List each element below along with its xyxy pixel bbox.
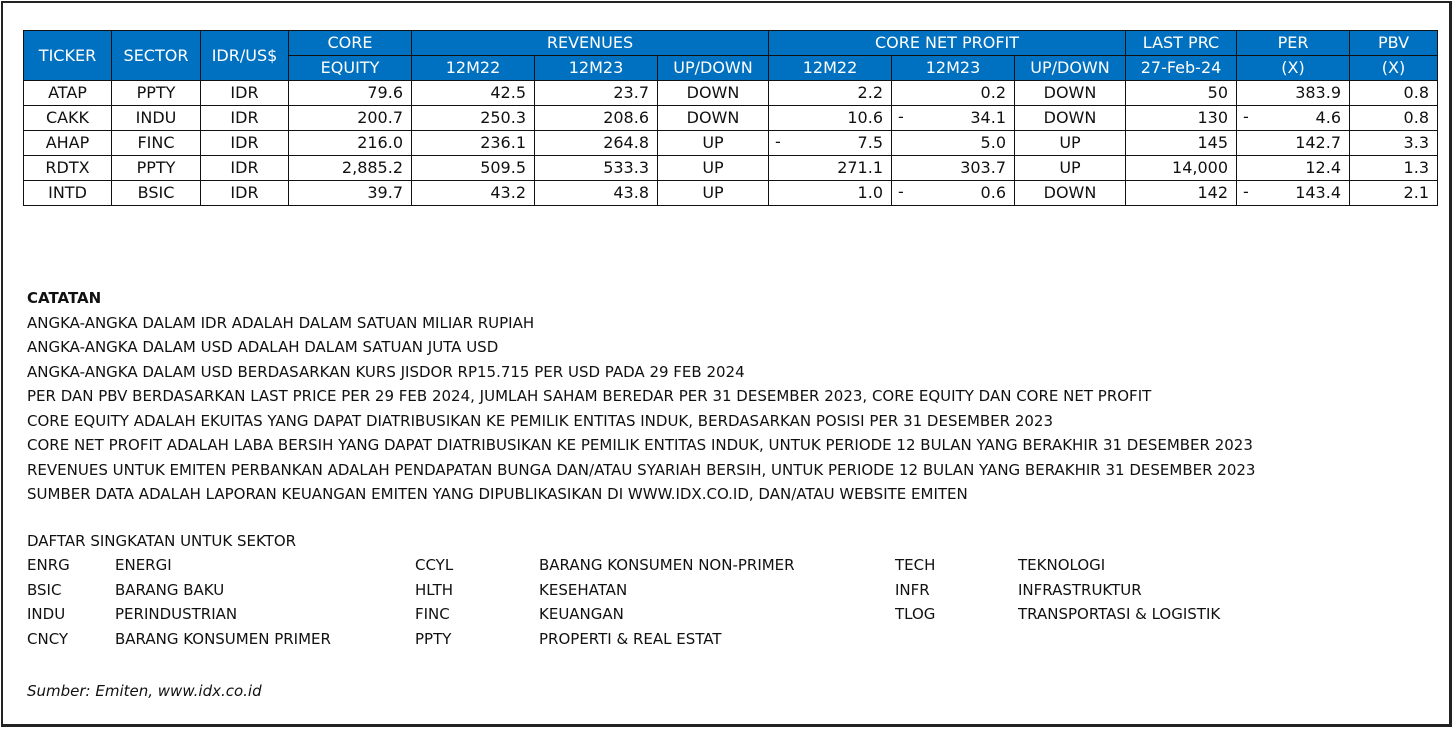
cell-value: 2.1 bbox=[1403, 183, 1429, 202]
sector-name: BARANG KONSUMEN NON-PRIMER bbox=[539, 556, 795, 574]
cell-value: 79.6 bbox=[367, 83, 403, 102]
cell-currency bbox=[201, 181, 289, 206]
col-group-core-net-profit: CORE NET PROFIT bbox=[769, 31, 1126, 56]
cell-currency bbox=[201, 81, 289, 106]
cell-cnp-12m22 bbox=[769, 181, 892, 206]
cell-value: ATAP bbox=[48, 83, 87, 102]
cell-value: 7.5 bbox=[857, 133, 883, 152]
cell-value: 509.5 bbox=[480, 158, 526, 177]
source-note: Sumber: Emiten, www.idx.co.id bbox=[27, 682, 262, 700]
cell-value: 23.7 bbox=[613, 83, 649, 102]
cell-last-prc bbox=[1126, 181, 1237, 206]
cell-currency bbox=[201, 106, 289, 131]
cell-sector bbox=[112, 131, 201, 156]
cell-rev-12m23 bbox=[535, 131, 658, 156]
sector-name: KEUANGAN bbox=[539, 605, 624, 623]
col-header-core: CORE bbox=[289, 31, 412, 56]
cell-value: 130 bbox=[1197, 108, 1228, 127]
cell-sector bbox=[112, 106, 201, 131]
cell-per bbox=[1237, 81, 1350, 106]
cell-cnp-12m22 bbox=[769, 81, 892, 106]
cell-core-equity bbox=[289, 156, 412, 181]
cell-last-prc bbox=[1126, 131, 1237, 156]
negative-sign: - bbox=[775, 132, 781, 151]
note-line: CORE NET PROFIT ADALAH LABA BERSIH YANG DAPAT DIATRIBUSIKAN KE PEMILIK ENTITAS INDUK, UNTUK PERIODE 12 BULAN YANG BERAKHIR 31 DESEMBER 2023 bbox=[27, 436, 1253, 454]
cell-value: 39.7 bbox=[367, 183, 403, 202]
cell-value: UP bbox=[702, 183, 724, 202]
table-row bbox=[24, 81, 1438, 106]
cell-value: UP bbox=[1059, 158, 1081, 177]
cell-per bbox=[1237, 106, 1350, 131]
note-line: PER DAN PBV BERDASARKAN LAST PRICE PER 29 FEB 2024, JUMLAH SAHAM BEREDAR PER 31 DESEMBER 2023, CORE EQUITY DAN CORE NET PROFIT bbox=[27, 387, 1152, 405]
sector-code: CCYL bbox=[415, 556, 454, 574]
col-header-per-unit: (X) bbox=[1237, 56, 1350, 81]
cell-cnp-12m22 bbox=[769, 106, 892, 131]
cell-value: DOWN bbox=[1043, 183, 1097, 202]
sector-name: BARANG BAKU bbox=[115, 580, 225, 599]
col-group-revenues: REVENUES bbox=[412, 31, 769, 56]
col-header-currency: IDR/US$ bbox=[201, 31, 289, 81]
cell-value: 216.0 bbox=[357, 133, 403, 152]
cell-value: 0.8 bbox=[1403, 108, 1429, 127]
header-row-top bbox=[24, 31, 1438, 56]
cell-cnp-12m23 bbox=[892, 131, 1015, 156]
cell-value: 533.3 bbox=[603, 158, 649, 177]
sector-name: ENERGI bbox=[115, 556, 172, 574]
cell-pbv bbox=[1350, 131, 1438, 156]
cell-value: DOWN bbox=[1043, 108, 1097, 127]
cell-value: 145 bbox=[1197, 133, 1228, 152]
negative-sign: - bbox=[898, 107, 904, 126]
sector-name: BARANG KONSUMEN PRIMER bbox=[115, 629, 331, 648]
cell-value: UP bbox=[702, 133, 724, 152]
cell-ticker bbox=[24, 81, 112, 106]
col-header-ticker: TICKER bbox=[24, 31, 112, 81]
cell-value: DOWN bbox=[1043, 83, 1097, 102]
cell-sector bbox=[112, 156, 201, 181]
sector-name: TRANSPORTASI & LOGISTIK bbox=[1018, 605, 1221, 623]
cell-cnp-12m23 bbox=[892, 106, 1015, 131]
cell-rev-12m23 bbox=[535, 181, 658, 206]
sector-name: INFRASTRUKTUR bbox=[1018, 580, 1142, 599]
cell-value: IDR bbox=[230, 108, 259, 127]
cell-value: 34.1 bbox=[970, 108, 1006, 127]
sector-code: INDU bbox=[27, 605, 66, 623]
cell-rev-12m23 bbox=[535, 106, 658, 131]
cell-value: 43.2 bbox=[490, 183, 526, 202]
cell-core-equity bbox=[289, 131, 412, 156]
cell-value: 0.8 bbox=[1403, 83, 1429, 102]
cell-last-prc bbox=[1126, 106, 1237, 131]
cell-value: 50 bbox=[1207, 83, 1228, 102]
cell-value: RDTX bbox=[45, 158, 90, 177]
cell-last-prc bbox=[1126, 81, 1237, 106]
cell-value: 3.3 bbox=[1403, 133, 1429, 152]
col-header-cnp-12m23: 12M23 bbox=[892, 56, 1015, 81]
table-row bbox=[24, 131, 1438, 156]
sector-code: CNCY bbox=[27, 629, 69, 648]
cell-sector bbox=[112, 81, 201, 106]
cell-value: 10.6 bbox=[847, 108, 883, 127]
note-line: SUMBER DATA ADALAH LAPORAN KEUANGAN EMITEN YANG DIPUBLIKASIKAN DI WWW.IDX.CO.ID, DAN/ATAU WEBSITE EMITEN bbox=[27, 485, 968, 503]
cell-value: IDR bbox=[230, 158, 259, 177]
cell-currency bbox=[201, 156, 289, 181]
cell-value: IDR bbox=[230, 83, 259, 102]
col-header-per: PER bbox=[1237, 31, 1350, 56]
table-row bbox=[24, 106, 1438, 131]
col-header-last-prc: LAST PRC bbox=[1126, 31, 1237, 56]
cell-cnp-updown bbox=[1015, 181, 1126, 206]
cell-rev-12m22 bbox=[412, 181, 535, 206]
cell-rev-12m23 bbox=[535, 81, 658, 106]
cell-last-prc bbox=[1126, 156, 1237, 181]
cell-value: 271.1 bbox=[837, 158, 883, 177]
sector-name: KESEHATAN bbox=[539, 580, 628, 599]
cell-value: PPTY bbox=[136, 158, 176, 177]
cell-value: 1.0 bbox=[857, 183, 883, 202]
cell-value: 303.7 bbox=[960, 158, 1006, 177]
col-header-equity: EQUITY bbox=[289, 56, 412, 81]
cell-rev-12m22 bbox=[412, 156, 535, 181]
note-line: ANGKA-ANGKA DALAM USD BERDASARKAN KURS JISDOR RP15.715 PER USD PADA 29 FEB 2024 bbox=[27, 362, 745, 381]
cell-value: INTD bbox=[48, 183, 87, 202]
col-header-pbv-unit: (X) bbox=[1350, 56, 1438, 81]
sector-code: PPTY bbox=[415, 629, 452, 648]
col-header-last-prc-date: 27-Feb-24 bbox=[1126, 56, 1237, 81]
sector-code: TLOG bbox=[895, 605, 936, 623]
sector-code: INFR bbox=[895, 580, 930, 599]
cell-rev-updown bbox=[658, 81, 769, 106]
sector-code: ENRG bbox=[27, 556, 70, 574]
document-frame bbox=[1, 1, 1452, 727]
cell-cnp-updown bbox=[1015, 131, 1126, 156]
cell-value: DOWN bbox=[686, 83, 740, 102]
cell-cnp-12m23 bbox=[892, 156, 1015, 181]
cell-rev-12m23 bbox=[535, 156, 658, 181]
sector-name: TEKNOLOGI bbox=[1018, 556, 1106, 574]
cell-value: 43.8 bbox=[613, 183, 649, 202]
cell-rev-updown bbox=[658, 106, 769, 131]
cell-cnp-updown bbox=[1015, 156, 1126, 181]
cell-value: 2,885.2 bbox=[341, 158, 403, 177]
cell-cnp-updown bbox=[1015, 106, 1126, 131]
cell-value: CAKK bbox=[45, 108, 90, 127]
cell-value: IDR bbox=[230, 133, 259, 152]
cell-rev-12m22 bbox=[412, 131, 535, 156]
cell-cnp-12m22 bbox=[769, 131, 892, 156]
cell-value: PPTY bbox=[136, 83, 176, 102]
cell-value: INDU bbox=[135, 108, 177, 127]
financial-table bbox=[23, 30, 1438, 206]
negative-sign: - bbox=[1243, 182, 1249, 201]
cell-value: BSIC bbox=[137, 183, 175, 202]
sector-name: PROPERTI & REAL ESTAT bbox=[539, 629, 722, 648]
cell-value: 5.0 bbox=[980, 133, 1006, 152]
cell-value: 0.6 bbox=[980, 183, 1006, 202]
note-line: REVENUES UNTUK EMITEN PERBANKAN ADALAH PENDAPATAN BUNGA DAN/ATAU SYARIAH BERSIH, UNTUK PERIODE 12 BULAN YANG BERAKHIR 31 DESEMBER 2023 bbox=[27, 460, 1256, 479]
col-header-sector: SECTOR bbox=[112, 31, 201, 81]
notes-section bbox=[27, 286, 1255, 507]
note-line: CORE EQUITY ADALAH EKUITAS YANG DAPAT DIATRIBUSIKAN KE PEMILIK ENTITAS INDUK, BERDASARKAN POSISI PER 31 DESEMBER 2023 bbox=[27, 411, 1054, 430]
cell-value: 208.6 bbox=[603, 108, 649, 127]
cell-ticker bbox=[24, 106, 112, 131]
cell-core-equity bbox=[289, 106, 412, 131]
cell-value: 14,000 bbox=[1172, 158, 1228, 177]
cell-value: DOWN bbox=[686, 108, 740, 127]
cell-core-equity bbox=[289, 81, 412, 106]
sector-code: FINC bbox=[415, 605, 450, 623]
cell-pbv bbox=[1350, 81, 1438, 106]
cell-value: AHAP bbox=[45, 133, 90, 152]
cell-value: 2.2 bbox=[857, 83, 883, 102]
cell-value: 0.2 bbox=[980, 83, 1006, 102]
cell-rev-updown bbox=[658, 181, 769, 206]
cell-cnp-12m23 bbox=[892, 181, 1015, 206]
cell-cnp-12m23 bbox=[892, 81, 1015, 106]
cell-ticker bbox=[24, 131, 112, 156]
cell-cnp-12m22 bbox=[769, 156, 892, 181]
cell-pbv bbox=[1350, 106, 1438, 131]
cell-value: IDR bbox=[230, 183, 259, 202]
sector-name: PERINDUSTRIAN bbox=[115, 605, 238, 623]
sector-code: BSIC bbox=[27, 580, 62, 599]
cell-value: 143.4 bbox=[1295, 183, 1341, 202]
cell-value: 383.9 bbox=[1295, 83, 1341, 102]
cell-value: UP bbox=[1059, 133, 1081, 152]
negative-sign: - bbox=[898, 182, 904, 201]
cell-cnp-updown bbox=[1015, 81, 1126, 106]
col-header-rev-12m22: 12M22 bbox=[412, 56, 535, 81]
cell-per bbox=[1237, 156, 1350, 181]
cell-per bbox=[1237, 131, 1350, 156]
cell-ticker bbox=[24, 156, 112, 181]
cell-currency bbox=[201, 131, 289, 156]
cell-value: 264.8 bbox=[603, 133, 649, 152]
cell-sector bbox=[112, 181, 201, 206]
cell-rev-updown bbox=[658, 156, 769, 181]
cell-value: 1.3 bbox=[1403, 158, 1429, 177]
col-header-rev-updown: UP/DOWN bbox=[658, 56, 769, 81]
col-header-pbv: PBV bbox=[1350, 31, 1438, 56]
cell-value: 42.5 bbox=[490, 83, 526, 102]
col-header-cnp-12m22: 12M22 bbox=[769, 56, 892, 81]
sector-code: TECH bbox=[895, 556, 936, 574]
note-line: ANGKA-ANGKA DALAM IDR ADALAH DALAM SATUAN MILIAR RUPIAH bbox=[27, 313, 535, 332]
col-header-cnp-updown: UP/DOWN bbox=[1015, 56, 1126, 81]
col-header-rev-12m23: 12M23 bbox=[535, 56, 658, 81]
cell-value: FINC bbox=[137, 133, 175, 152]
cell-rev-12m22 bbox=[412, 106, 535, 131]
cell-rev-updown bbox=[658, 131, 769, 156]
cell-core-equity bbox=[289, 181, 412, 206]
cell-value: 200.7 bbox=[357, 108, 403, 127]
cell-value: UP bbox=[702, 158, 724, 177]
cell-pbv bbox=[1350, 156, 1438, 181]
negative-sign: - bbox=[1243, 107, 1249, 126]
cell-value: 236.1 bbox=[480, 133, 526, 152]
sector-code: HLTH bbox=[415, 580, 454, 599]
sector-list-title: DAFTAR SINGKATAN UNTUK SEKTOR bbox=[27, 532, 297, 550]
cell-per bbox=[1237, 181, 1350, 206]
cell-rev-12m22 bbox=[412, 81, 535, 106]
cell-value: 12.4 bbox=[1305, 158, 1341, 177]
note-line: ANGKA-ANGKA DALAM USD ADALAH DALAM SATUAN JUTA USD bbox=[27, 338, 499, 356]
table-row bbox=[24, 156, 1438, 181]
cell-pbv bbox=[1350, 181, 1438, 206]
cell-value: 142.7 bbox=[1295, 133, 1341, 152]
cell-value: 142 bbox=[1197, 183, 1228, 202]
cell-value: 250.3 bbox=[480, 108, 526, 127]
cell-ticker bbox=[24, 181, 112, 206]
notes-title: CATATAN bbox=[27, 289, 102, 307]
cell-value: 4.6 bbox=[1315, 108, 1341, 127]
table-row bbox=[24, 181, 1438, 206]
